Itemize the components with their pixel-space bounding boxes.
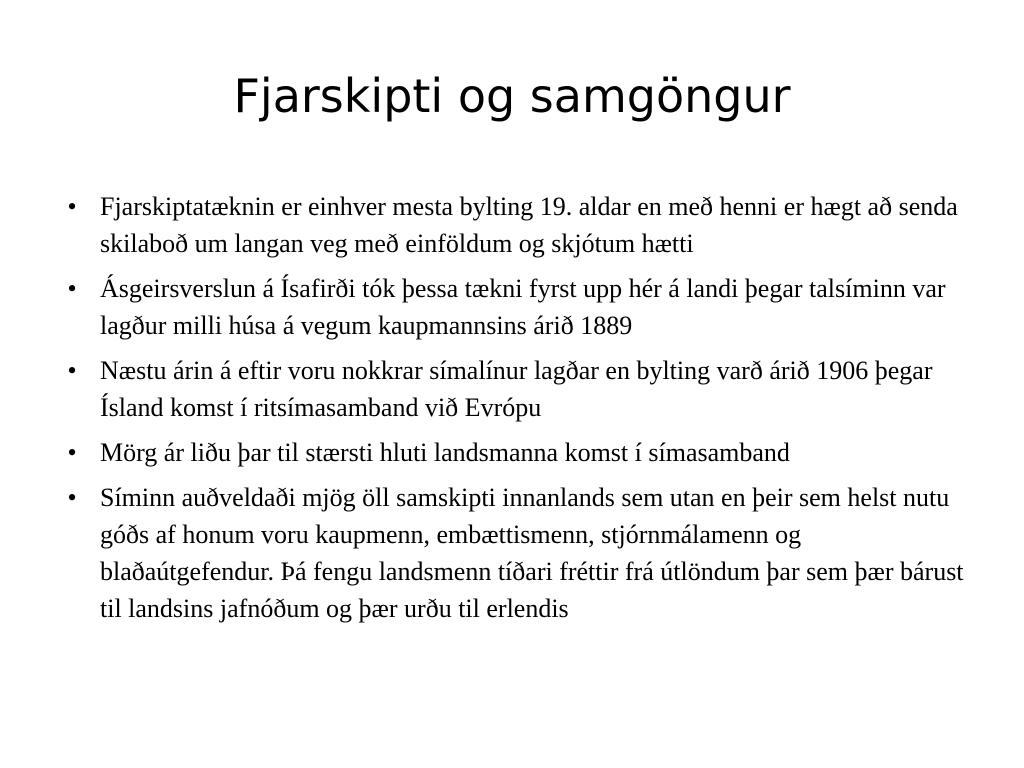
bullet-marker: • bbox=[67, 438, 77, 467]
bullet-text: Mörg ár liðu þar til stærsti hluti landsmanna komst í símasamband bbox=[100, 438, 790, 467]
bullet-item bbox=[60, 352, 980, 426]
bullet-text: Næstu árin á eftir voru nokkrar símalínur lagðar en bylting varð árið 1906 þegar Ísland komst í ritsímasamband við Evrópu bbox=[100, 356, 933, 422]
bullet-text: Síminn auðveldaði mjög öll samskipti innanlands sem utan en þeir sem helst nutu góðs af honum voru kaupmenn, embættismenn, stjórnmálamenn og blaðaútgefendur. Þá fengu landsmenn tíðari fréttir frá útlöndum þar sem þær bárust til landsins jafnóðum og þær urðu til erlendis bbox=[100, 483, 964, 623]
slide-title: Fjarskipti og samgöngur bbox=[233, 69, 791, 123]
bullet-text: Ásgeirsverslun á Ísafirði tók þessa tækni fyrst upp hér á landi þegar talsíminn var lagður milli húsa á vegum kaupmannsins árið 1889 bbox=[100, 274, 946, 340]
bullet-item bbox=[60, 479, 980, 627]
bullet-item bbox=[60, 434, 980, 471]
bullet-text: Fjarskiptatæknin er einhver mesta bylting 19. aldar en með henni er hægt að senda skilaboð um langan veg með einföldum og skjótum hætti bbox=[100, 192, 958, 258]
bullet-list bbox=[60, 188, 980, 635]
bullet-marker: • bbox=[67, 356, 77, 385]
bullet-item bbox=[60, 270, 980, 344]
bullet-marker: • bbox=[67, 192, 77, 221]
bullet-marker: • bbox=[67, 274, 77, 303]
bullet-marker: • bbox=[67, 483, 77, 512]
bullet-item bbox=[60, 188, 980, 262]
